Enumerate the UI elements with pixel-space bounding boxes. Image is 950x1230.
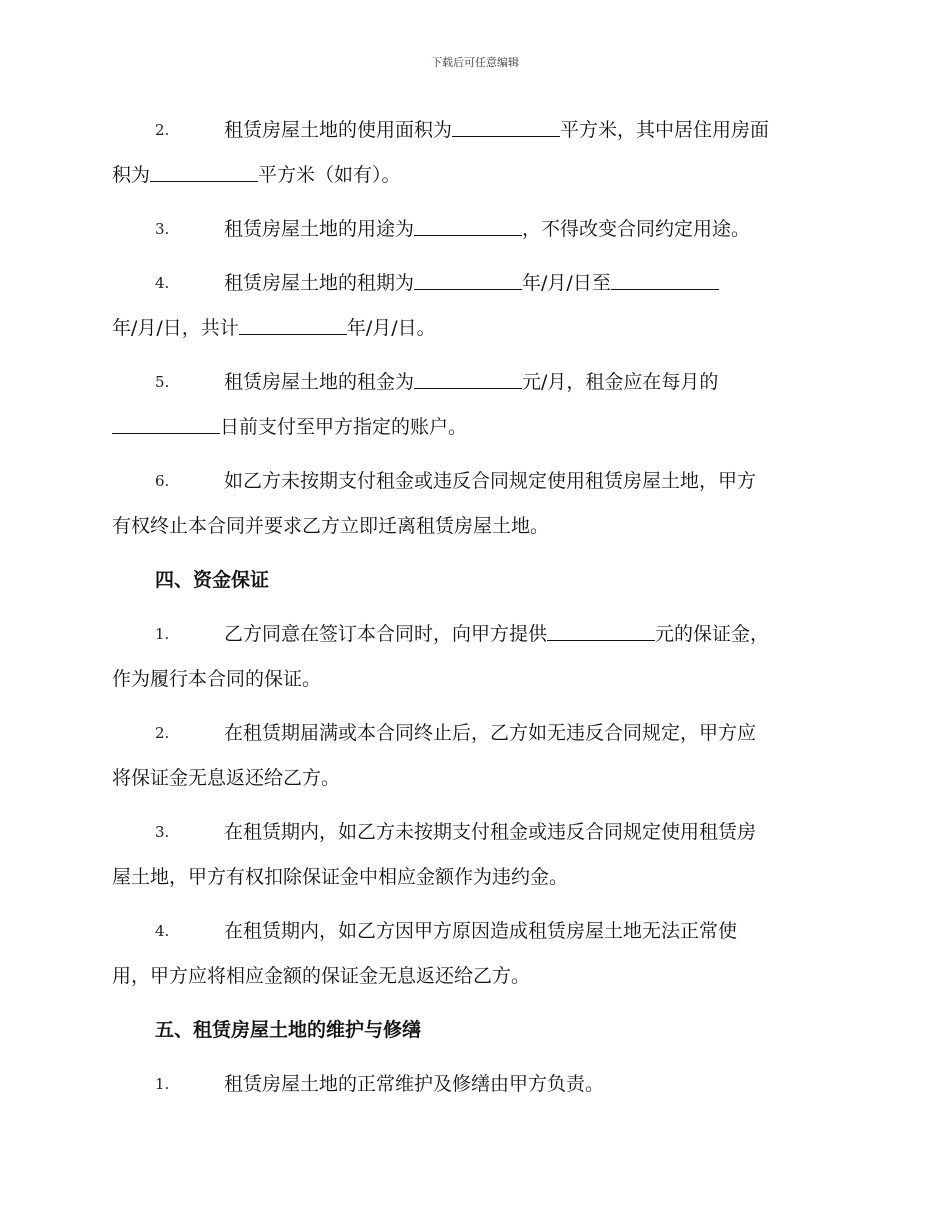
clause-line: 屋土地，甲方有权扣除保证金中相应金额作为违约金。 xyxy=(112,866,569,888)
clause-item xyxy=(112,360,837,450)
clause-line: 有权终止本合同并要求乙方立即迁离租赁房屋土地。 xyxy=(112,515,550,537)
fill-blank[interactable] xyxy=(112,413,220,434)
clause-line: 作为履行本合同的保证。 xyxy=(112,668,322,690)
clause-number: 6. xyxy=(155,472,170,490)
fill-blank[interactable] xyxy=(547,620,655,641)
clause-item xyxy=(112,207,837,252)
clause-item xyxy=(112,909,837,999)
clause-line: 日前支付至甲方指定的账户。 xyxy=(112,405,837,450)
clause-line: 积为 平方米（如有）。 xyxy=(112,153,837,198)
clause-line: 用，甲方应将相应金额的保证金无息返还给乙方。 xyxy=(112,965,531,987)
clause-line: 乙方同意在签订本合同时，向甲方提供 元的保证金， xyxy=(112,612,837,657)
clause-item xyxy=(112,1062,837,1107)
clause-item xyxy=(112,612,837,702)
clause-line: 年/月/日，共计 年/月/日。 xyxy=(112,306,837,351)
clause-line: 将保证金无息返还给乙方。 xyxy=(112,767,341,789)
clause-line: 在租赁期届满或本合同终止后，乙方如无违反合同规定，甲方应 xyxy=(224,722,757,744)
clause-line: 租赁房屋土地的正常维护及修缮由甲方负责。 xyxy=(224,1073,605,1095)
fill-blank[interactable] xyxy=(414,368,522,389)
clause-number: 1. xyxy=(155,1075,170,1093)
clause-item xyxy=(112,108,837,198)
clause-item xyxy=(112,711,837,801)
fill-blank[interactable] xyxy=(239,314,347,335)
clause-line: 如乙方未按期支付租金或违反合同规定使用租赁房屋土地，甲方 xyxy=(224,470,757,492)
clause-number: 3. xyxy=(155,823,170,841)
fill-blank[interactable] xyxy=(611,269,719,290)
document-body xyxy=(112,108,837,1116)
clause-line: 在租赁期内，如乙方因甲方原因造成租赁房屋土地无法正常使 xyxy=(224,920,738,942)
clause-number: 4. xyxy=(155,922,170,940)
clause-number: 5. xyxy=(155,373,170,391)
clause-line: 在租赁期内，如乙方未按期支付租金或违反合同规定使用租赁房 xyxy=(224,821,757,843)
clause-line: 租赁房屋土地的租金为 元/月，租金应在每月的 xyxy=(112,360,837,405)
clause-line: 租赁房屋土地的使用面积为 平方米，其中居住用房面 xyxy=(112,108,837,153)
clause-line: 租赁房屋土地的用途为 ，不得改变合同约定用途。 xyxy=(112,207,837,252)
fill-blank[interactable] xyxy=(150,161,258,182)
clause-number: 2. xyxy=(155,121,170,139)
clause-number: 4. xyxy=(155,274,170,292)
clause-item xyxy=(112,459,837,549)
clause-number: 2. xyxy=(155,724,170,742)
clause-number: 1. xyxy=(155,625,170,643)
clause-item xyxy=(112,261,837,351)
clause-item xyxy=(112,810,837,900)
fill-blank[interactable] xyxy=(414,215,522,236)
fill-blank[interactable] xyxy=(452,116,560,137)
section-heading: 五、租赁房屋土地的维护与修缮 xyxy=(155,1019,422,1041)
clause-line: 租赁房屋土地的租期为 年/月/日至 xyxy=(112,261,837,306)
section-heading: 四、资金保证 xyxy=(155,569,270,591)
page-header: 下载后可任意编辑 xyxy=(431,56,519,69)
clause-number: 3. xyxy=(155,220,170,238)
fill-blank[interactable] xyxy=(414,269,522,290)
